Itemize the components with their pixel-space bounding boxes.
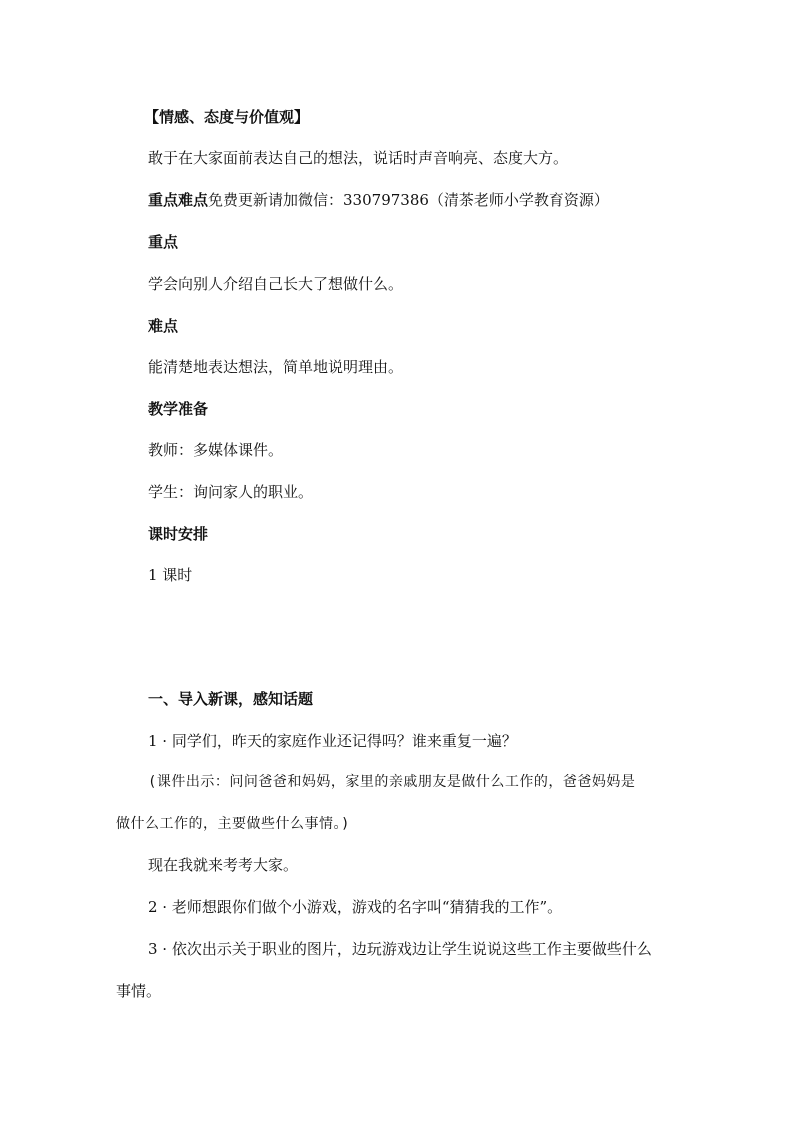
part-one-item-1: 1 · 同学们，昨天的家庭作业还记得吗？谁来重复一遍？ bbox=[148, 732, 517, 750]
part-one-item-3-line-1: 3 · 依次出示关于职业的图片，边玩游戏边让学生说说这些工作主要做些什么 bbox=[148, 940, 652, 958]
key-points-note: 免费更新请加微信：330797386（清茶老师小学教育资源） bbox=[208, 191, 609, 209]
preparation-student: 学生：询问家人的职业。 bbox=[148, 483, 314, 501]
values-heading: 【情感、态度与价值观】 bbox=[144, 108, 310, 126]
schedule-heading: 课时安排 bbox=[148, 525, 209, 543]
part-one-heading: 一、导入新课，感知话题 bbox=[148, 690, 314, 708]
key-point-heading: 重点 bbox=[148, 233, 179, 251]
values-text: 敢于在大家面前表达自己的想法，说话时声音响亮、态度大方。 bbox=[148, 149, 569, 167]
courseware-note-line-1: (课件出示：问问爸爸和妈妈，家里的亲戚朋友是做什么工作的，爸爸妈妈是 bbox=[148, 774, 636, 790]
part-one-item-3-line-2: 事情。 bbox=[116, 982, 162, 1000]
key-points-line bbox=[148, 190, 609, 210]
test-line: 现在我就来考考大家。 bbox=[148, 856, 299, 874]
key-points-label: 重点难点 bbox=[148, 191, 209, 209]
part-one-item-2: 2 · 老师想跟你们做个小游戏，游戏的名字叫“猜猜我的工作”。 bbox=[148, 898, 563, 916]
schedule-text: 1 课时 bbox=[148, 566, 193, 584]
courseware-note-line-2: 做什么工作的，主要做些什么事情。) bbox=[116, 816, 350, 832]
preparation-teacher: 教师：多媒体课件。 bbox=[148, 441, 284, 459]
preparation-heading: 教学准备 bbox=[148, 400, 209, 418]
key-point-text: 学会向别人介绍自己长大了想做什么。 bbox=[148, 275, 404, 293]
difficult-point-heading: 难点 bbox=[148, 317, 179, 335]
difficult-point-text: 能清楚地表达想法，简单地说明理由。 bbox=[148, 358, 404, 376]
